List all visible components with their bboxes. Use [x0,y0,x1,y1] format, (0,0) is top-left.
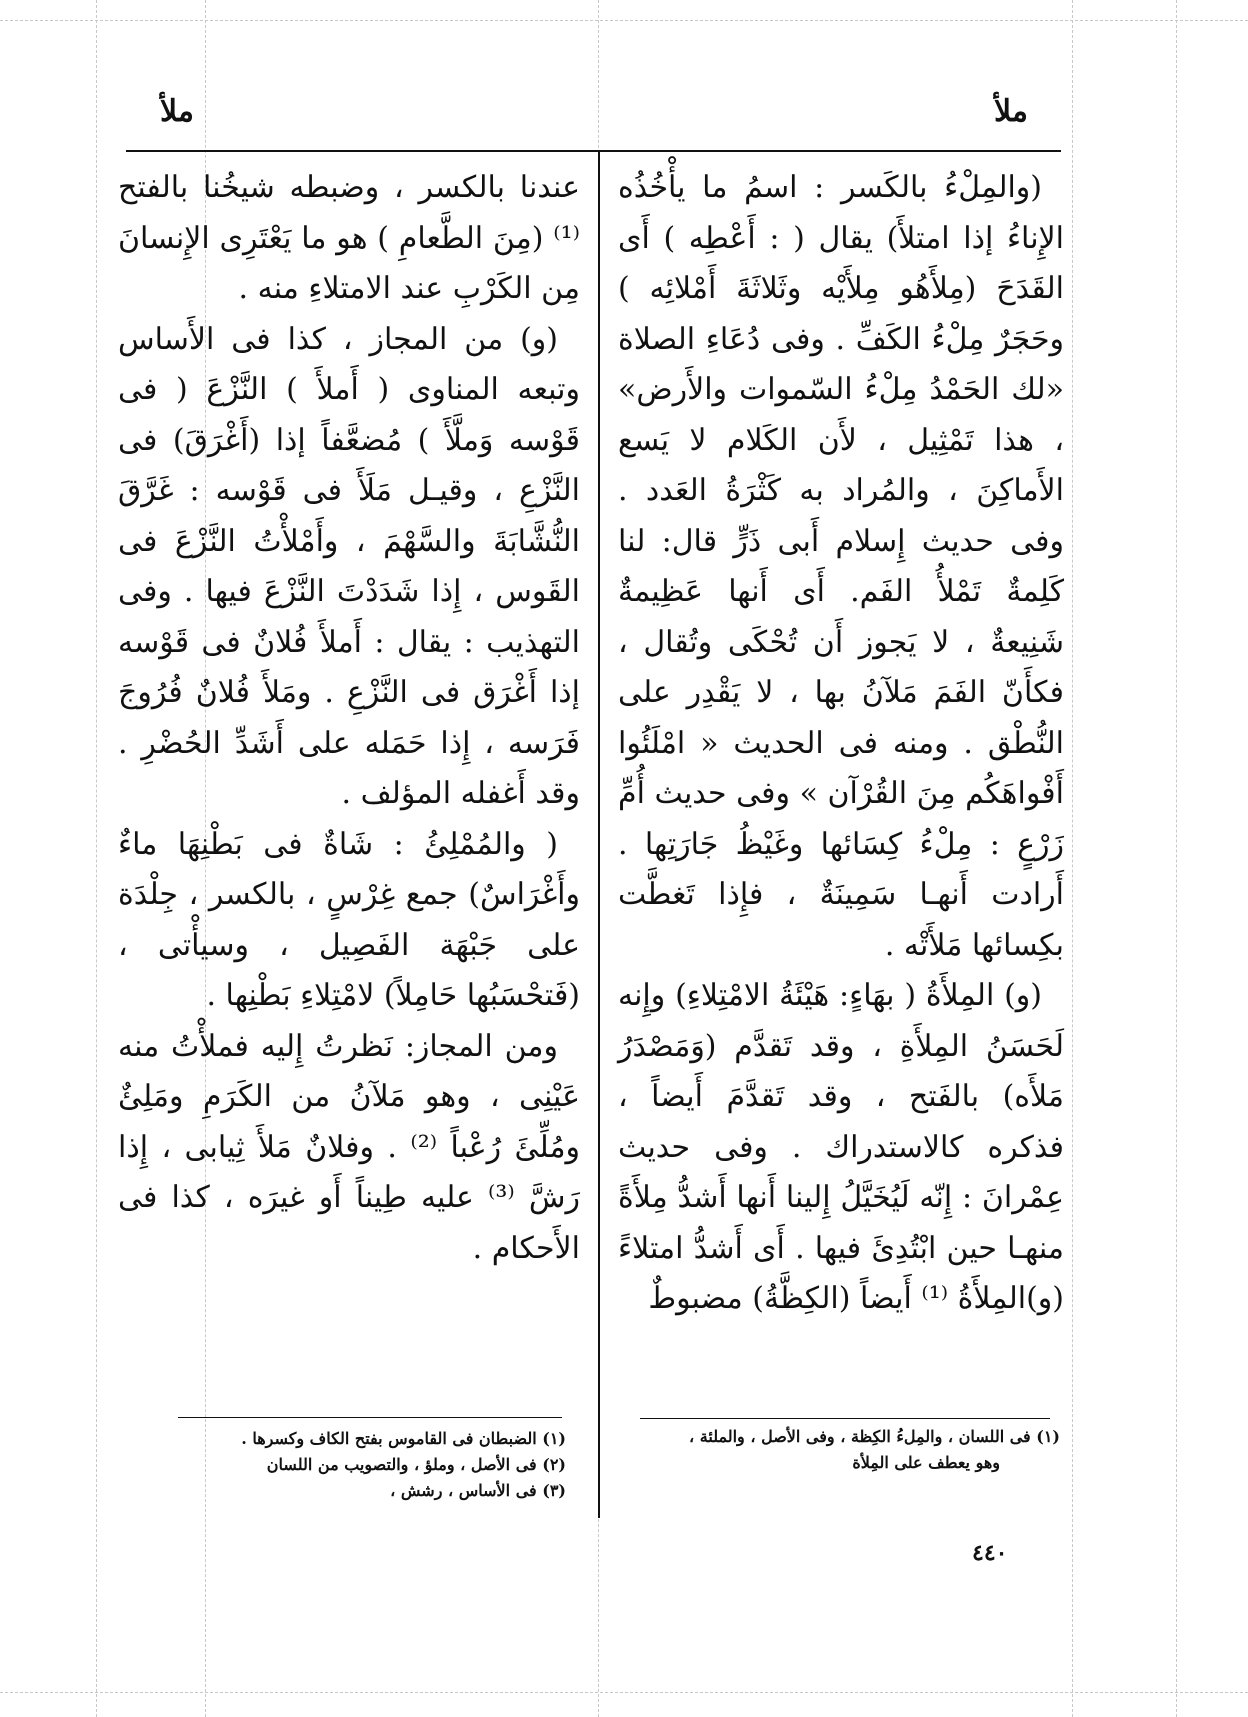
left-column [118,163,580,1274]
paragraph: ومن المجاز: نَظرتُ إِليه فملأْتُ منه عَيْنِى ، وهو مَلآنُ من الكَرَمِ ومَلِئٌ ومُلِّئَ رُعْباً ⁽²⁾ . وفلانٌ مَلأَ ثِيابى ، إِذا رَشَّ ⁽³⁾ عليه طِيناً أَو غيرَه ، كذا فى الأَحكام . [118,1028,580,1266]
right-column [618,163,1064,1325]
column-divider [598,152,600,1518]
footnote-rule [178,1417,562,1418]
page-number: ٤٤٠ [972,1540,1008,1566]
paragraph: (و) من المجاز ، كذا فى الأَساس وتبعه المناوى ( أَملأَ ) النَّزْعَ ( فى قَوْسه وَملَّأَ ) مُضعَّفاً إذا (أَغْرَقَ) فى النَّزْعِ ، وقيـل مَلَأَ فى قَوْسه : غَرَّقَ النُّشَّابَةَ والسَّهْمَ ، وأَمْلأْتُ النَّزْعَ فى القَوس ، إِذا شَدَدْتَ النَّزْعَ فيها . وفى التهذيب : يقال : أَملأَ فُلانٌ فى قَوْسه إذا أَغْرَق فى النَّزْعِ . ومَلأَ فُلانٌ فُرُوجَ فَرَسه ، إِذا حَمَله على أَشَدِّ الحُضْرِ . وقد أَغفله المؤلف . [118,321,580,811]
scan-guide-line [0,1692,1248,1693]
scan-guide-line [1176,0,1177,1717]
paragraph: (و) المِلأَةُ ( بهَاءٍ: هَيْئَةُ الامْتِلاءِ) وإِنه لَحَسَنُ المِلأَةِ ، وقد تَقدَّم (وَمَصْدَرُ مَلأَه) بالفَتح ، وقد تَقدَّمَ أَيضاً ، فذكره كالاستدراك . وفى حديث عِمْرانَ : إِنّه لَيُخَيَّلُ إِلينا أَنها أَشدُّ مِلأَةً منهـا حين ابْتُدِئَ فيها . أَى أَشدُّ امتلاءً (و)المِلأَةُ ⁽¹⁾ أَيضاً (الكِظَّةُ) مضبوطٌ [618,978,1064,1316]
header-rule [126,150,1061,152]
footnote: (٣) فى الأساس ، رشش ، [390,1481,566,1500]
scan-guide-line [96,0,97,1717]
footnote: (١) الضبطان فى القاموس بفتح الكاف وكسرها . [241,1429,566,1448]
paragraph: ( والمُمْلِئُ : شَاةٌ فى بَطْنِهَا ماءٌ وأَغْرَاسٌ) جمع غِرْسٍ ، بالكسر ، جِلْدَة على جَبْهَة الفَصِيل ، وسيأْتى ، (فَتحْسَبُها حَامِلاً) لامْتِلاءِ بَطْنِها . [118,826,580,1013]
running-head-left: ملأ [160,94,194,129]
footnote-rule [640,1418,1050,1419]
footnotes-left [170,1426,566,1504]
running-head-right: ملأ [994,94,1028,129]
footnote: وهو يعطف على المِلأة [852,1453,1000,1472]
paragraph: (والمِلْءُ بالكَسر : اسمُ ما يأْخُذُه الإِناءُ إذا امتلأَ) يقال ( : أَعْطِه ) أَى القَدَحَ (مِلأَهُو مِلأَيْه وثَلاثَةَ أَمْلائِه ) وحَجَرٌ مِلْءُ الكَفِّ . وفى دُعَاءِ الصلاة «لك الحَمْدُ مِلْءُ السّموات والأَرض» ، هذا تَمْثِيل ، لأَن الكَلام لا يَسع الأَماكِنَ ، والمُراد به كَثْرَةُ العَدد . وفى حديث إِسلام أَبى ذَرٍّ قال: لنا كَلِمةٌ تَمْلأُ الفَم. أَى أَنها عَظِيمةٌ شَنِيعةٌ ، لا يَجوز أَن تُحْكَى وتُقال ، فكأَنّ الفَمَ مَلآنُ بها ، لا يَقْدِر على النُّطْق . ومنه فى الحديث « امْلَئُوا أَفْواهَكُم مِنَ القُرْآن » وفى حديث أُمِّ زَرْعٍ : مِلْءُ كِسَائها وغَيْظُ جَارَتِها . أَرادت أَنهـا سَمِينَةٌ ، فإِذا تَغطَّت بكِسائها مَلأَتْه . [618,170,1064,963]
footnote: (١) فى اللسان ، والمِلءُ الكِظة ، وفى الأصل ، والملئة ، [689,1427,1060,1446]
scan-guide-line [1072,0,1073,1717]
scan-guide-line [0,20,1248,21]
paragraph: عندنا بالكسر ، وضبطه شيخُنا بالفتح ⁽¹⁾ (مِنَ الطَّعامِ ) هو ما يَعْتَرِى الإِنسانَ مِن الكَرْبِ عند الامتلاءِ منه . [118,170,580,306]
footnote: (٢) فى الأصل ، وملؤ ، والتصويب من اللسان [266,1455,566,1474]
footnotes-right [640,1424,1060,1476]
